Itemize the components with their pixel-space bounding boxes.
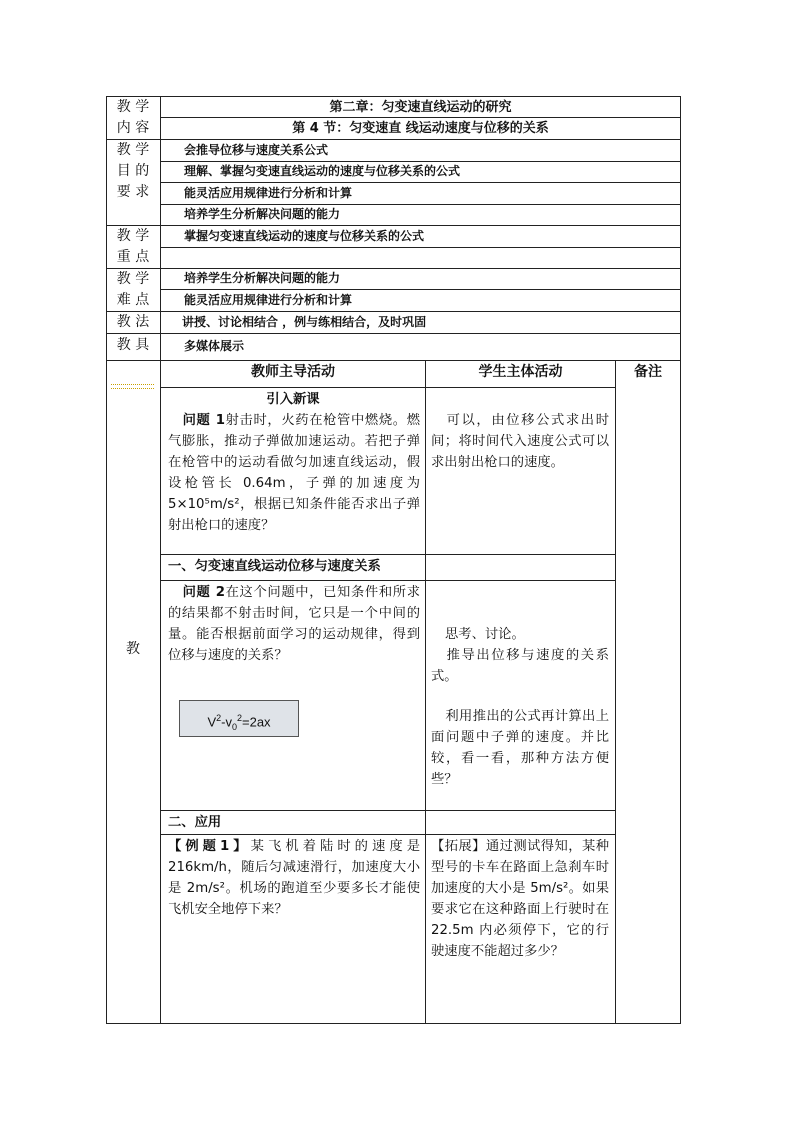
- section-heading-2: 二、应用: [168, 815, 222, 830]
- column-header-notes: 备注: [634, 364, 662, 380]
- grid-line: [160, 580, 615, 581]
- grid-line: [160, 834, 615, 835]
- grid-line: [106, 360, 681, 361]
- key-point-item: 掌握匀变速直线运动的速度与位移关系的公式: [184, 229, 425, 243]
- label-key-points: 教 学 重 点: [116, 228, 150, 265]
- objective-item: 能灵活应用规律进行分析和计算: [184, 186, 353, 200]
- section-title: 第 4 节：匀变速直 线运动速度与位移的关系: [292, 121, 549, 136]
- grid-line: [160, 810, 615, 811]
- label-teaching-objectives: 教 学 目 的 要 求: [116, 142, 150, 200]
- example-1-text: 某飞机着陆时的速度是 216km/h，随后匀减速滑行，加速度大小是 2m/s²。机场的跑道至少要多长才能使飞机安全地停下来？: [168, 839, 420, 917]
- student-compute: 利用推出的公式再计算出上面问题中子弹的速度。并比较，看一看，那种方法方便些？: [431, 709, 609, 787]
- section-heading-1: 一、匀变速直线运动位移与速度关系: [168, 559, 381, 574]
- question-2-text: 在这个问题中，已知条件和所求的结果都不射击时间，它只是一个中间的量。能否根据前面学习的运动规律，得到位移与速度的关系？: [168, 585, 420, 663]
- extension: [431, 836, 609, 962]
- label-tools: 教 具: [116, 337, 150, 353]
- grid-line: [615, 360, 616, 1024]
- label-method: 教 法: [116, 314, 150, 330]
- difficulty-item: 能灵活应用规律进行分析和计算: [184, 293, 353, 307]
- grid-line: [106, 333, 681, 334]
- student-answer-1: 可以，由位移公式求出时间；将时间代入速度公式可以求出射出枪口的速度。: [431, 413, 609, 470]
- example-1-label: 【例题1】: [168, 839, 251, 854]
- intro-heading: 引入新课: [266, 392, 320, 407]
- label-teach: 教: [126, 641, 140, 657]
- grid-line: [160, 387, 615, 388]
- extension-label: 【拓展】: [431, 839, 486, 854]
- chapter-title: 第二章：匀变速直线运动的研究: [329, 100, 512, 115]
- grid-line: [160, 96, 161, 1024]
- objective-item: 理解、掌握匀变速直线运动的速度与位移关系的公式: [184, 164, 461, 178]
- formula-box: $V^2-v_0^2=2ax$: [179, 700, 299, 737]
- teaching-method: 讲授、讨论相结合 ，例与练相结合，及时巩固: [182, 315, 427, 329]
- grid-line: [106, 1023, 681, 1024]
- student-derive: 推导出位移与速度的关系式。: [431, 648, 609, 684]
- question-1-label: 问题 1: [182, 413, 225, 428]
- objective-item: 培养学生分析解决问题的能力: [184, 207, 341, 221]
- grid-line: [680, 96, 681, 1024]
- grid-line: [425, 360, 426, 1024]
- label-teaching-content: 教 学 内 容: [116, 99, 150, 136]
- label-difficulties: 教 学 难 点: [116, 271, 150, 308]
- question-2-label: 问题 2: [182, 585, 225, 600]
- question-1-text: 射击时，火药在枪管中燃烧。燃气膨胀，推动子弹做加速运动。若把子弹在枪管中的运动看做匀加速直线运动，假设枪管长 0.64m，子弹的加速度为 5×10⁵m/s²，根据已知条件能否求出子弹射出枪口的速度？: [168, 413, 420, 533]
- extension-text: 通过测试得知，某种型号的卡车在路面上急刹车时加速度的大小是 5m/s²。如果要求它在这种路面上行驶时在 22.5m 内必须停下，它的行驶速度不能超过多少？: [431, 839, 610, 959]
- column-header-teacher: 教师主导活动: [251, 364, 335, 380]
- grid-line: [160, 247, 681, 248]
- question-1: [168, 410, 420, 536]
- student-think: 思考、讨论。: [445, 627, 525, 642]
- grid-line: [160, 554, 615, 555]
- column-header-student: 学生主体活动: [478, 364, 563, 380]
- example-1: [168, 836, 420, 920]
- objective-item: 会推导位移与速度关系公式: [184, 143, 329, 157]
- decorative-mark: [111, 384, 154, 389]
- question-2: [168, 582, 420, 666]
- teaching-tools: 多媒体展示: [184, 339, 245, 353]
- difficulty-item: 培养学生分析解决问题的能力: [184, 271, 341, 285]
